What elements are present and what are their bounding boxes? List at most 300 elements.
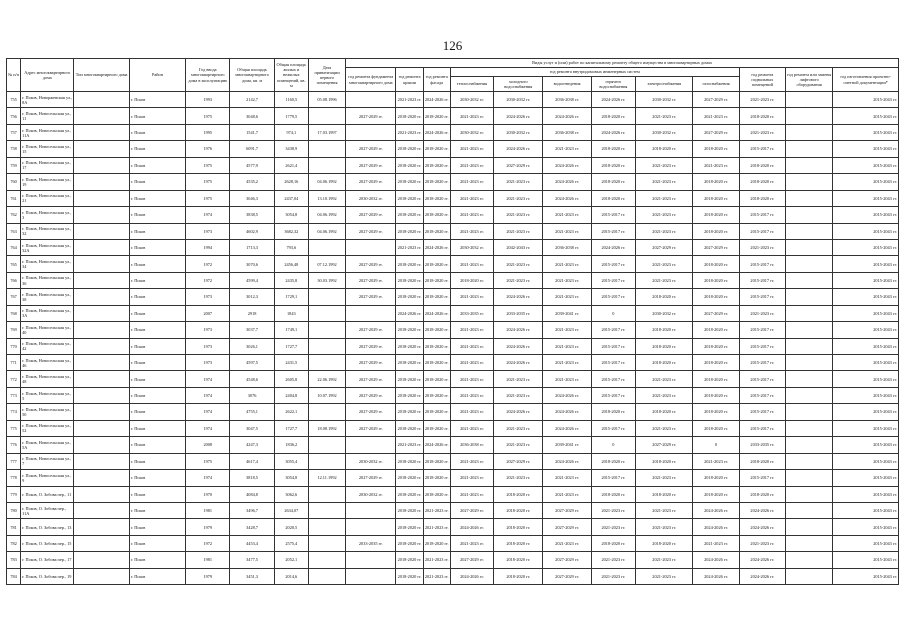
address-cell: г. Псков, Новосельская ул., 9 [21, 470, 74, 486]
repair-schedule-table [6, 58, 899, 585]
foundation-cell: 2027-2029 гг. [346, 223, 396, 239]
heat-cell: 2024-2026 гг. [450, 568, 493, 584]
psd-cell: 2015-2043 гг. [833, 568, 899, 584]
table-row [7, 157, 899, 173]
psd-cell: 2015-2043 гг. [833, 470, 899, 486]
electric-cell: 2018-2020 гг. [636, 486, 693, 502]
row-number: 755 [7, 92, 21, 108]
basement-cell: 2021-2023 гг. [739, 124, 785, 140]
facade-cell: 2024-2026 гг. [423, 124, 450, 140]
cold-water-cell: 2024-2026 гг. [494, 404, 543, 420]
living-area-cell: 3054,8 [274, 207, 308, 223]
cold-water-cell: 2042-2043 гг. [494, 239, 543, 255]
elevator-cell [785, 437, 832, 453]
basement-cell: 2024-2026 гг. [739, 568, 785, 584]
basement-cell: 2015-2017 гг. [739, 256, 785, 272]
type-cell [74, 387, 129, 403]
header-year-built: Год ввода многоквартирного дома в эксплуатацию [186, 59, 230, 92]
gas-cell: 2027-2029 гг. [693, 92, 739, 108]
drainage-cell: 2027-2029 гг. [543, 502, 591, 518]
roof-cell: 2018-2020 гг. [396, 207, 423, 223]
electric-cell: 2018-2020 гг. [636, 322, 693, 338]
year-built-cell: 1981 [186, 552, 230, 568]
basement-cell: 2015-2017 гг. [739, 371, 785, 387]
elevator-cell [785, 322, 832, 338]
foundation-cell: 2027-2029 гг. [346, 387, 396, 403]
privatization-date-cell: 30.03.1992 [308, 272, 345, 288]
facade-cell: 2018-2020 гг. [423, 223, 450, 239]
elevator-cell [785, 157, 832, 173]
address-cell: г. Псков, Новосельская ул., 38 [21, 289, 74, 305]
foundation-cell: 2030-2032 гг. [346, 453, 396, 469]
gas-cell: 2018-2020 гг. [693, 289, 739, 305]
living-area-cell: 2052,1 [274, 552, 308, 568]
foundation-cell: 2027-2029 гг. [346, 207, 396, 223]
district-cell: г. Псков [129, 470, 185, 486]
year-built-cell: 1979 [186, 568, 230, 584]
privatization-date-cell [308, 289, 345, 305]
district-cell: г. Псков [129, 338, 185, 354]
heat-cell: 2030-2032 гг. [450, 92, 493, 108]
facade-cell: 2021-2023 гг. [423, 502, 450, 518]
elevator-cell [785, 404, 832, 420]
elevator-cell [785, 355, 832, 371]
heat-cell: 2021-2023 гг. [450, 190, 493, 206]
gas-cell: 2018-2020 гг. [693, 207, 739, 223]
total-area-cell: 2142,7 [230, 92, 274, 108]
type-cell [74, 322, 129, 338]
table-row [7, 190, 899, 206]
foundation-cell [346, 519, 396, 535]
total-area-cell: 4755,1 [230, 404, 274, 420]
heat-cell: 2021-2023 гг. [450, 141, 493, 157]
row-number: 763 [7, 223, 21, 239]
hot-water-cell: 2015-2017 гг. [591, 470, 635, 486]
total-area-cell: 3037,7 [230, 322, 274, 338]
foundation-cell [346, 437, 396, 453]
facade-cell: 2018-2020 гг. [423, 108, 450, 124]
hot-water-cell: 2021-2023 гг. [591, 568, 635, 584]
type-cell [74, 256, 129, 272]
address-cell: г. Псков, Новоржевская ул., 8А [21, 92, 74, 108]
heat-cell: 2021-2023 гг. [450, 256, 493, 272]
elevator-cell [785, 387, 832, 403]
elevator-cell [785, 568, 832, 584]
drainage-cell: 2021-2023 гг. [543, 338, 591, 354]
psd-cell: 2015-2043 гг. [833, 420, 899, 436]
foundation-cell: 2027-2029 гг. [346, 355, 396, 371]
foundation-cell: 2027-2029 гг. [346, 256, 396, 272]
year-built-cell: 1974 [186, 420, 230, 436]
foundation-cell: 2027-2029 гг. [346, 470, 396, 486]
foundation-cell: 2027-2029 гг. [346, 371, 396, 387]
header-psd: год изготовления проектно-сметной документации* [833, 68, 899, 92]
psd-cell: 2015-2043 гг. [833, 502, 899, 518]
total-area-cell: 3451,3 [230, 568, 274, 584]
basement-cell: 2033-2035 гг. [739, 437, 785, 453]
gas-cell: 2018-2020 гг. [693, 470, 739, 486]
elevator-cell [785, 338, 832, 354]
electric-cell: 2018-2020 гг. [636, 535, 693, 551]
row-number: 770 [7, 338, 21, 354]
gas-cell: 2018-2020 гг. [693, 404, 739, 420]
electric-cell: 2030-2032 гг. [636, 92, 693, 108]
psd-cell: 2015-2043 гг. [833, 322, 899, 338]
facade-cell: 2021-2023 гг. [423, 568, 450, 584]
year-built-cell: 2007 [186, 305, 230, 321]
hot-water-cell: 2018-2020 гг. [591, 453, 635, 469]
drainage-cell: 2024-2026 гг. [543, 174, 591, 190]
address-cell: г. Псков, Новосельская ул., 42 [21, 338, 74, 354]
row-number: 758 [7, 141, 21, 157]
facade-cell: 2018-2020 гг. [423, 322, 450, 338]
district-cell: г. Псков [129, 453, 185, 469]
district-cell: г. Псков [129, 404, 185, 420]
total-area-cell: 4084,8 [230, 486, 274, 502]
hot-water-cell: 2018-2020 гг. [591, 535, 635, 551]
drainage-cell: 2024-2026 гг. [543, 420, 591, 436]
gas-cell: 2018-2020 гг. [693, 338, 739, 354]
privatization-date-cell [308, 502, 345, 518]
basement-cell: 2021-2023 гг. [739, 305, 785, 321]
cold-water-cell: 2018-2020 гг. [494, 502, 543, 518]
electric-cell: 2021-2023 гг. [636, 108, 693, 124]
table-row [7, 535, 899, 551]
privatization-date-cell: 07.12.1992 [308, 256, 345, 272]
roof-cell: 2018-2020 гг. [396, 256, 423, 272]
district-cell: г. Псков [129, 157, 185, 173]
electric-cell: 2018-2020 гг. [636, 355, 693, 371]
foundation-cell [346, 92, 396, 108]
table-row [7, 420, 899, 436]
hot-water-cell: 2018-2020 гг. [591, 486, 635, 502]
year-built-cell: 1975 [186, 174, 230, 190]
year-built-cell: 1974 [186, 404, 230, 420]
foundation-cell [346, 552, 396, 568]
district-cell: г. Псков [129, 108, 185, 124]
hot-water-cell: 2015-2017 гг. [591, 289, 635, 305]
district-cell: г. Псков [129, 486, 185, 502]
table-row [7, 256, 899, 272]
header-drainage: водоотведения [543, 77, 591, 92]
table-row [7, 552, 899, 568]
electric-cell: 2021-2023 гг. [636, 157, 693, 173]
district-cell: г. Псков [129, 305, 185, 321]
living-area-cell: 2404,8 [274, 387, 308, 403]
hot-water-cell: 2021-2023 гг. [591, 552, 635, 568]
cold-water-cell: 2024-2026 гг. [494, 289, 543, 305]
header-type: Тип многоквартирного дома [74, 59, 129, 92]
address-cell: г. Псков, Новосельская ул., 36 [21, 272, 74, 288]
foundation-cell: 2027-2029 гг. [346, 289, 396, 305]
privatization-date-cell: 13.10.1992 [308, 190, 345, 206]
total-area-cell: 3026,1 [230, 338, 274, 354]
district-cell: г. Псков [129, 355, 185, 371]
cold-water-cell: 2021-2023 гг. [494, 371, 543, 387]
cold-water-cell: 2033-2035 гг. [494, 305, 543, 321]
cold-water-cell: 2024-2026 гг. [494, 322, 543, 338]
district-cell: г. Псков [129, 289, 185, 305]
roof-cell: 2021-2023 гг. [396, 437, 423, 453]
hot-water-cell: 2021-2023 гг. [591, 502, 635, 518]
header-foundation: год ремонта фундамента многоквартирного дома [346, 68, 396, 92]
heat-cell: 2021-2023 гг. [450, 174, 493, 190]
privatization-date-cell [308, 404, 345, 420]
year-built-cell: 1972 [186, 272, 230, 288]
electric-cell: 2021-2023 гг. [636, 519, 693, 535]
total-area-cell: 4602,9 [230, 223, 274, 239]
total-area-cell: 4535,2 [230, 174, 274, 190]
type-cell [74, 437, 129, 453]
header-elevator: год ремонта или замены лифтового оборудования [785, 68, 832, 92]
living-area-cell: 2435,8 [274, 272, 308, 288]
roof-cell: 2018-2020 гг. [396, 174, 423, 190]
foundation-cell [346, 305, 396, 321]
drainage-cell: 2024-2026 гг. [543, 157, 591, 173]
gas-cell: 2024-2026 гг. [693, 552, 739, 568]
facade-cell: 2018-2020 гг. [423, 338, 450, 354]
cold-water-cell: 2024-2026 гг. [494, 338, 543, 354]
district-cell: г. Псков [129, 190, 185, 206]
living-area-cell: 1729,1 [274, 289, 308, 305]
type-cell [74, 404, 129, 420]
privatization-date-cell: 05.08.1996 [308, 92, 345, 108]
basement-cell: 2021-2023 гг. [739, 239, 785, 255]
privatization-date-cell [308, 338, 345, 354]
foundation-cell [346, 124, 396, 140]
district-cell: г. Псков [129, 174, 185, 190]
living-area-cell: 2634,07 [274, 502, 308, 518]
row-number: 779 [7, 486, 21, 502]
drainage-cell: 2039-2041 гг. [543, 437, 591, 453]
foundation-cell: 2027-2029 гг. [346, 338, 396, 354]
year-built-cell: 1970 [186, 486, 230, 502]
header-networks-title: год ремонта внутридомовых инженерных систем [450, 68, 739, 77]
facade-cell: 2018-2020 гг. [423, 174, 450, 190]
psd-cell: 2015-2043 гг. [833, 535, 899, 551]
type-cell [74, 502, 129, 518]
hot-water-cell: 0 [591, 437, 635, 453]
privatization-date-cell [308, 108, 345, 124]
district-cell: г. Псков [129, 223, 185, 239]
roof-cell: 2018-2020 гг. [396, 552, 423, 568]
electric-cell: 2021-2023 гг. [636, 387, 693, 403]
district-cell: г. Псков [129, 568, 185, 584]
foundation-cell: 2027-2029 гг. [346, 141, 396, 157]
foundation-cell: 2027-2029 гг. [346, 420, 396, 436]
total-area-cell: 3496,7 [230, 502, 274, 518]
header-cold-water: холодного водоснабжения [494, 77, 543, 92]
total-area-cell: 1541,7 [230, 124, 274, 140]
elevator-cell [785, 371, 832, 387]
cold-water-cell: 2018-2020 гг. [494, 519, 543, 535]
electric-cell: 2021-2023 гг. [636, 256, 693, 272]
district-cell: г. Псков [129, 207, 185, 223]
hot-water-cell: 2015-2017 гг. [591, 355, 635, 371]
privatization-date-cell: 12.11.1992 [308, 470, 345, 486]
electric-cell: 2030-2032 гг. [636, 305, 693, 321]
roof-cell: 2018-2020 гг. [396, 470, 423, 486]
basement-cell: 2018-2020 гг. [739, 174, 785, 190]
living-area-cell: 3054,8 [274, 470, 308, 486]
living-area-cell: 2628,16 [274, 174, 308, 190]
facade-cell: 2024-2026 гг. [423, 239, 450, 255]
electric-cell: 2021-2023 гг. [636, 420, 693, 436]
facade-cell: 2018-2020 гг. [423, 387, 450, 403]
address-cell: г. Псков, Новосельская ул., 11А [21, 124, 74, 140]
psd-cell: 2015-2043 гг. [833, 256, 899, 272]
living-area-cell: 2437,04 [274, 190, 308, 206]
address-cell: г. Псков, Новосельская ул., 11 [21, 108, 74, 124]
facade-cell: 2018-2020 гг. [423, 420, 450, 436]
gas-cell: 2027-2029 гг. [693, 239, 739, 255]
gas-cell: 2018-2020 гг. [693, 486, 739, 502]
gas-cell: 2021-2023 гг. [693, 453, 739, 469]
drainage-cell: 2036-2038 гг. [543, 239, 591, 255]
psd-cell: 2015-2043 гг. [833, 437, 899, 453]
roof-cell: 2018-2020 гг. [396, 535, 423, 551]
drainage-cell: 2021-2023 гг. [543, 355, 591, 371]
hot-water-cell: 2015-2017 гг. [591, 207, 635, 223]
hot-water-cell: 2015-2017 гг. [591, 338, 635, 354]
table-row [7, 322, 899, 338]
type-cell [74, 453, 129, 469]
year-built-cell: 1974 [186, 207, 230, 223]
table-row [7, 223, 899, 239]
roof-cell: 2018-2020 гг. [396, 272, 423, 288]
total-area-cell: 2918 [230, 305, 274, 321]
total-area-cell: 3076 [230, 387, 274, 403]
row-number: 775 [7, 420, 21, 436]
facade-cell: 2018-2020 гг. [423, 453, 450, 469]
type-cell [74, 272, 129, 288]
privatization-date-cell [308, 535, 345, 551]
header-gas: газоснабжения [693, 77, 739, 92]
electric-cell: 2021-2023 гг. [636, 552, 693, 568]
row-number: 761 [7, 190, 21, 206]
basement-cell: 2024-2026 гг. [739, 502, 785, 518]
header-total-area: Общая площадь многоквартирного дома, кв. м [230, 59, 274, 92]
header-address: Адрес многоквартирного дома [21, 59, 74, 92]
living-area-cell: 3438,9 [274, 141, 308, 157]
facade-cell: 2018-2020 гг. [423, 371, 450, 387]
year-built-cell: 1981 [186, 502, 230, 518]
row-number: 757 [7, 124, 21, 140]
cold-water-cell: 2021-2023 гг. [494, 470, 543, 486]
table-row [7, 470, 899, 486]
total-area-cell: 4453,4 [230, 535, 274, 551]
table-row [7, 486, 899, 502]
foundation-cell: 2027-2029 гг. [346, 157, 396, 173]
elevator-cell [785, 223, 832, 239]
facade-cell: 2018-2020 гг. [423, 190, 450, 206]
elevator-cell [785, 305, 832, 321]
table-row [7, 174, 899, 190]
facade-cell: 2024-2026 гг. [423, 92, 450, 108]
row-number: 765 [7, 256, 21, 272]
table-row [7, 338, 899, 354]
row-number: 762 [7, 207, 21, 223]
roof-cell: 2018-2020 гг. [396, 519, 423, 535]
gas-cell: 2018-2020 гг. [693, 223, 739, 239]
gas-cell: 2018-2020 гг. [693, 190, 739, 206]
basement-cell: 2015-2017 гг. [739, 223, 785, 239]
psd-cell: 2015-2043 гг. [833, 207, 899, 223]
row-number: 781 [7, 519, 21, 535]
district-cell: г. Псков [129, 371, 185, 387]
foundation-cell: 2027-2029 гг. [346, 174, 396, 190]
total-area-cell: 4617,4 [230, 453, 274, 469]
hot-water-cell: 2018-2020 гг. [591, 404, 635, 420]
table-row [7, 239, 899, 255]
heat-cell: 2021-2023 гг. [450, 470, 493, 486]
type-cell [74, 223, 129, 239]
cold-water-cell: 2030-2032 гг. [494, 92, 543, 108]
address-cell: г. Псков, Новосельская ул., 52 [21, 420, 74, 436]
privatization-date-cell: 04.06.1992 [308, 223, 345, 239]
foundation-cell [346, 239, 396, 255]
district-cell: г. Псков [129, 124, 185, 140]
drainage-cell: 2027-2029 гг. [543, 519, 591, 535]
gas-cell: 2018-2020 гг. [693, 174, 739, 190]
psd-cell: 2015-2043 гг. [833, 355, 899, 371]
hot-water-cell: 2015-2017 гг. [591, 371, 635, 387]
heat-cell: 2021-2023 гг. [450, 322, 493, 338]
hot-water-cell: 2018-2020 гг. [591, 157, 635, 173]
facade-cell: 2021-2023 гг. [423, 519, 450, 535]
cold-water-cell: 2024-2026 гг. [494, 141, 543, 157]
type-cell [74, 124, 129, 140]
roof-cell: 2021-2023 гг. [396, 92, 423, 108]
total-area-cell: 4577,9 [230, 157, 274, 173]
total-area-cell: 4597,5 [230, 355, 274, 371]
heat-cell: 2021-2023 гг. [450, 486, 493, 502]
heat-cell: 2021-2023 гг. [450, 223, 493, 239]
drainage-cell: 2039-2041 гг. [543, 305, 591, 321]
heat-cell: 2021-2023 гг. [450, 420, 493, 436]
roof-cell: 2018-2020 гг. [396, 502, 423, 518]
privatization-date-cell [308, 355, 345, 371]
address-cell: г. Псков, О. Зобова пер., 11 [21, 486, 74, 502]
row-number: 772 [7, 371, 21, 387]
psd-cell: 2015-2043 гг. [833, 404, 899, 420]
facade-cell: 2018-2020 гг. [423, 272, 450, 288]
elevator-cell [785, 289, 832, 305]
hot-water-cell: 2015-2017 гг. [591, 420, 635, 436]
electric-cell: 2021-2023 гг. [636, 190, 693, 206]
drainage-cell: 2036-2038 гг. [543, 124, 591, 140]
heat-cell: 2021-2023 гг. [450, 453, 493, 469]
drainage-cell: 2021-2023 гг. [543, 272, 591, 288]
foundation-cell: 2027-2029 гг. [346, 404, 396, 420]
year-built-cell: 1993 [186, 92, 230, 108]
roof-cell: 2018-2020 гг. [396, 355, 423, 371]
foundation-cell: 2027-2029 гг. [346, 108, 396, 124]
privatization-date-cell: 18.08.1992 [308, 420, 345, 436]
address-cell: г. Псков, Новосельская ул., 34 [21, 256, 74, 272]
roof-cell: 2018-2020 гг. [396, 371, 423, 387]
drainage-cell: 2024-2026 гг. [543, 190, 591, 206]
type-cell [74, 355, 129, 371]
electric-cell: 2027-2029 гг. [636, 239, 693, 255]
drainage-cell: 2021-2023 гг. [543, 207, 591, 223]
living-area-cell: 1727,7 [274, 338, 308, 354]
row-number: 756 [7, 108, 21, 124]
year-built-cell: 1973 [186, 338, 230, 354]
type-cell [74, 239, 129, 255]
year-built-cell: 1979 [186, 519, 230, 535]
type-cell [74, 552, 129, 568]
